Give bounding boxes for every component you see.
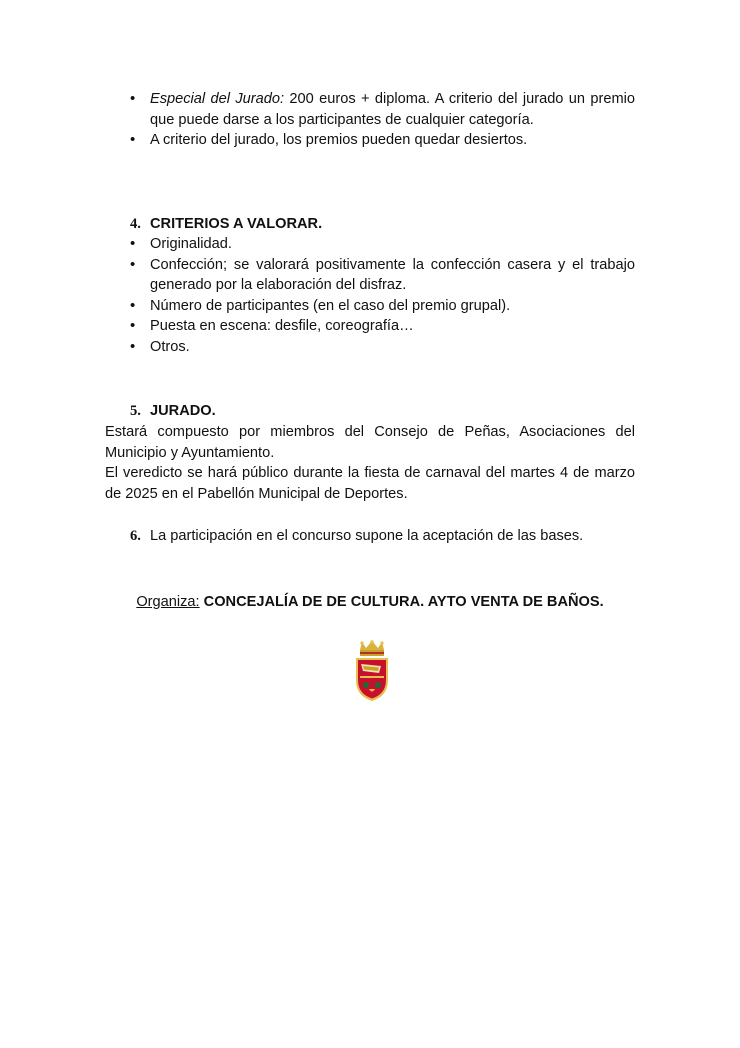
list-item: • Otros. [130,337,635,358]
prizes-list [130,89,635,151]
acceptance-note [130,526,635,547]
prize-text: 200 euros + diploma. A criterio del jurado un premio que puede darse a los participantes de cualquier categoría. [150,91,635,128]
prize-text: A criterio del jurado, los premios pueden quedar desiertos. [150,132,528,148]
section-number: 6. [130,528,141,544]
section-title: JURADO. [150,403,216,419]
list-item [130,130,635,151]
jury-paragraph: Estará compuesto por miembros del Consejo de Peñas, Asociaciones del Municipio y Ayuntamiento. [105,424,635,461]
verdict-paragraph: El veredicto se hará público durante la fiesta de carnaval del martes 4 de marzo de 2025 en el Pabellón Municipal de Deportes. [105,465,635,502]
list-item: • Confección; se valorará positivamente la confección casera y el trabajo generado por la elaboración del disfraz. [130,255,635,296]
prize-lead: Especial del Jurado: [150,91,285,107]
list-item: • Originalidad. [130,234,635,255]
organizer-label: Organiza: [136,594,200,610]
coat-of-arms-icon [353,640,391,702]
section-heading-jurado [130,401,216,422]
organizer-line [0,592,740,613]
criteria-list [130,234,635,357]
section-heading-criterios [130,214,322,235]
organizer-name: CONCEJALÍA DE DE CULTURA. AYTO VENTA DE BAÑOS. [203,594,604,610]
section-number: 4. [130,216,141,232]
section-title: CRITERIOS A VALORAR. [150,216,323,232]
list-item: • Puesta en escena: desfile, coreografía… [130,316,635,337]
section-number: 5. [130,403,141,419]
list-item [130,89,635,130]
acceptance-text: La participación en el concurso supone la aceptación de las bases. [150,528,584,544]
list-item: • Número de participantes (en el caso del premio grupal). [130,296,635,317]
